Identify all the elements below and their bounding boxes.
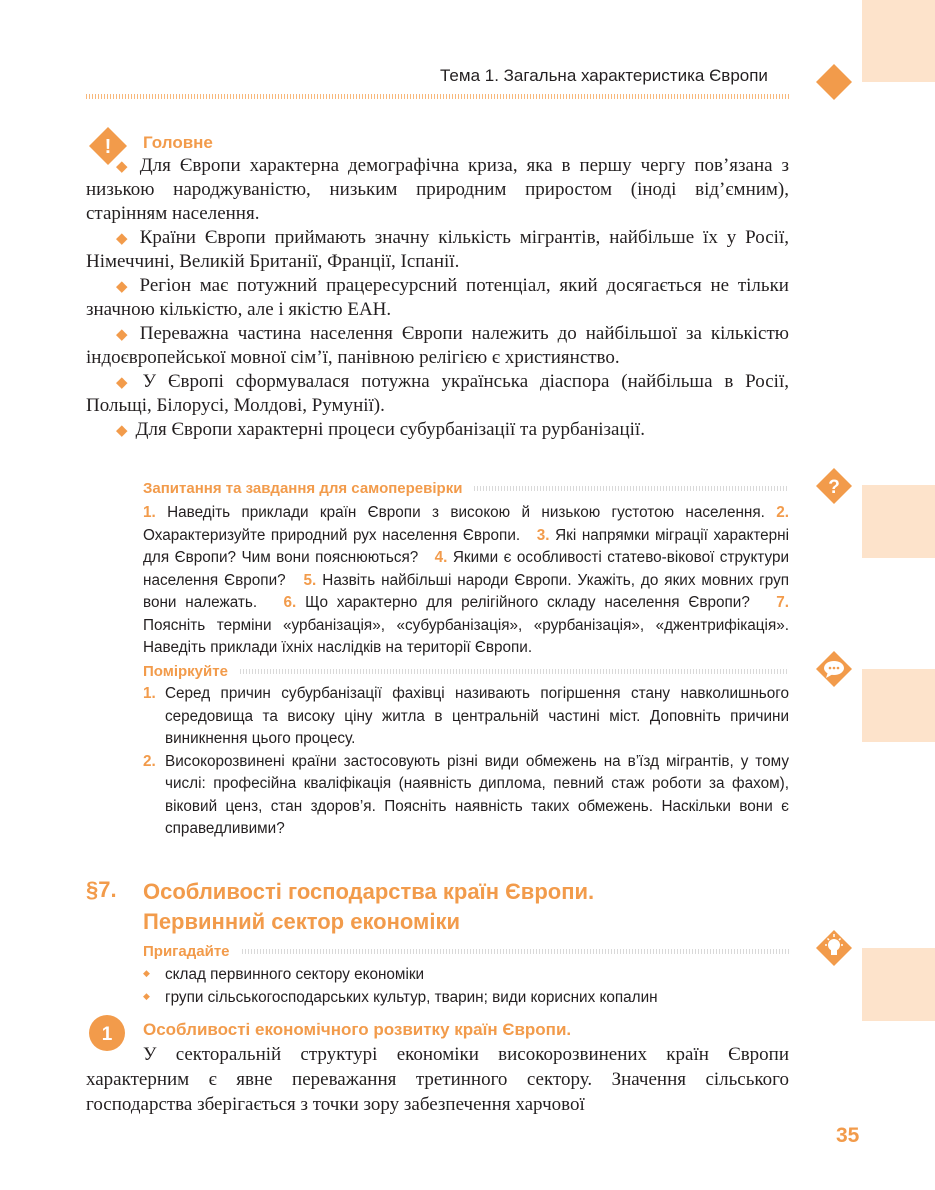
svg-text:?: ?	[828, 477, 840, 498]
questions-list: 1. Наведіть приклади країн Європи з високою й низькою густотою населення. 2. Охарактеризуйте природний рух населення Європи. 3. Які напрямки міграції характерні для Європи? Чим вони пояснюються? 4. Якими є особливості статево-вікової структури населення Європи? 5. Назвіть найбільші народи Європи. Укажіть, до яких мовних груп вони належать. 6. Що характерно для релігійного складу населення Європи? 7. Поясніть терміни «урбанізація», «субурбанізація», «рурбанізація», «джентрифікація». Наведіть приклади їхніх наслідків на території Європи.	[143, 504, 790, 656]
list-item: 2. Високорозвинені країни застосовують різні види обмежень на в’їзд мігрантів, у тому числі: професійна кваліфікація (наявність диплома, певний стаж роботи за фахом), віковий ценз, стан здоров’я. Поясніть наявність таких обмежень. Наскільки вони є справедливими?	[143, 752, 789, 837]
recall-heading: Пригадайте	[143, 943, 230, 960]
questions-heading: Запитання та завдання для самоперевірки	[143, 480, 463, 497]
diamond-bullet-icon: ◆	[116, 277, 132, 295]
svg-text:1: 1	[101, 1024, 113, 1045]
paragraph-title: Особливості господарства країн Європи. Первинний сектор економіки	[143, 879, 595, 934]
think-list	[143, 683, 789, 841]
recall-heading-row	[143, 943, 789, 960]
list-item: ◆ склад первинного сектору економіки	[143, 963, 658, 986]
lightbulb-icon	[815, 929, 853, 967]
questions-heading-row	[143, 480, 789, 497]
running-title: Тема 1. Загальна характеристика Європи	[440, 66, 768, 85]
paragraph-number: §7.	[86, 877, 117, 902]
diamond-bullet-icon: ◆	[116, 373, 135, 391]
diamond-bullet-icon: ◆	[116, 325, 132, 343]
dotted-rule	[242, 949, 789, 954]
speech-bubble-icon	[815, 650, 853, 688]
side-tab-think	[862, 669, 935, 742]
header-rule	[86, 94, 789, 99]
svg-text:!: !	[104, 136, 112, 158]
side-tab-recall	[862, 948, 935, 1021]
diamond-bullet-icon: ◆	[116, 421, 128, 439]
dotted-rule	[240, 669, 789, 674]
side-tab-questions	[862, 485, 935, 558]
main-summary	[86, 154, 789, 442]
think-heading-row	[143, 663, 789, 680]
summary-item: ◆ У Європі сформувалася потужна українська діаспора (найбільша в Росії, Польщі, Білорусі, Молдові, Румунії).	[86, 371, 789, 416]
subsection-title: Особливості економічного розвитку країн Європи.	[143, 1020, 572, 1039]
bullet-icon: ◆	[143, 969, 150, 979]
dotted-rule	[474, 486, 789, 491]
main-heading: Головне	[143, 133, 213, 152]
bullet-icon: ◆	[143, 992, 150, 1002]
list-item: ◆ групи сільськогосподарських культур, тварин; види корисних копалин	[143, 986, 658, 1009]
diamond-bullet-icon: ◆	[116, 229, 132, 247]
orange-diamond-icon	[815, 63, 853, 101]
list-item: 1. Серед причин субурбанізації фахівці називають погіршення стану навколишнього середовища та високу ціну житла в центральній частині міст. Доповніть причини виникнення цього процесу.	[143, 685, 789, 747]
question-icon	[815, 467, 853, 505]
think-heading: Поміркуйте	[143, 663, 228, 680]
summary-item: ◆ Регіон має потужний працересурсний потенціал, який досягається не тільки значною кількістю, але і якістю ЕАН.	[86, 275, 789, 320]
recall-list	[143, 963, 658, 1009]
summary-item: ◆ Для Європи характерні процеси субурбанізації та рурбанізації.	[116, 419, 645, 440]
body-text: У секторальній структурі економіки високорозвинених країн Європи характерним є явне переважання третинного сектору. Значення сільського господарства зберігається з точки зору забезпечення харчової	[86, 1044, 789, 1115]
page-number: 35	[836, 1124, 860, 1147]
summary-item: ◆ Переважна частина населення Європи належить до найбільшої за кількістю індоєвропейської мовної сім’ї, панівною релігією є християнство.	[86, 323, 789, 368]
summary-item: ◆ Країни Європи приймають значну кількість мігрантів, найбільше їх у Росії, Німеччині, Великій Британії, Франції, Іспанії.	[86, 227, 789, 272]
summary-item: ◆ Для Європи характерна демографічна криза, яка в першу чергу пов’язана з низькою народжуваністю, низьким природним приростом (іноді від’ємним), старінням населення.	[86, 155, 789, 224]
diamond-bullet-icon: ◆	[116, 157, 132, 175]
side-tab-top	[862, 0, 935, 82]
